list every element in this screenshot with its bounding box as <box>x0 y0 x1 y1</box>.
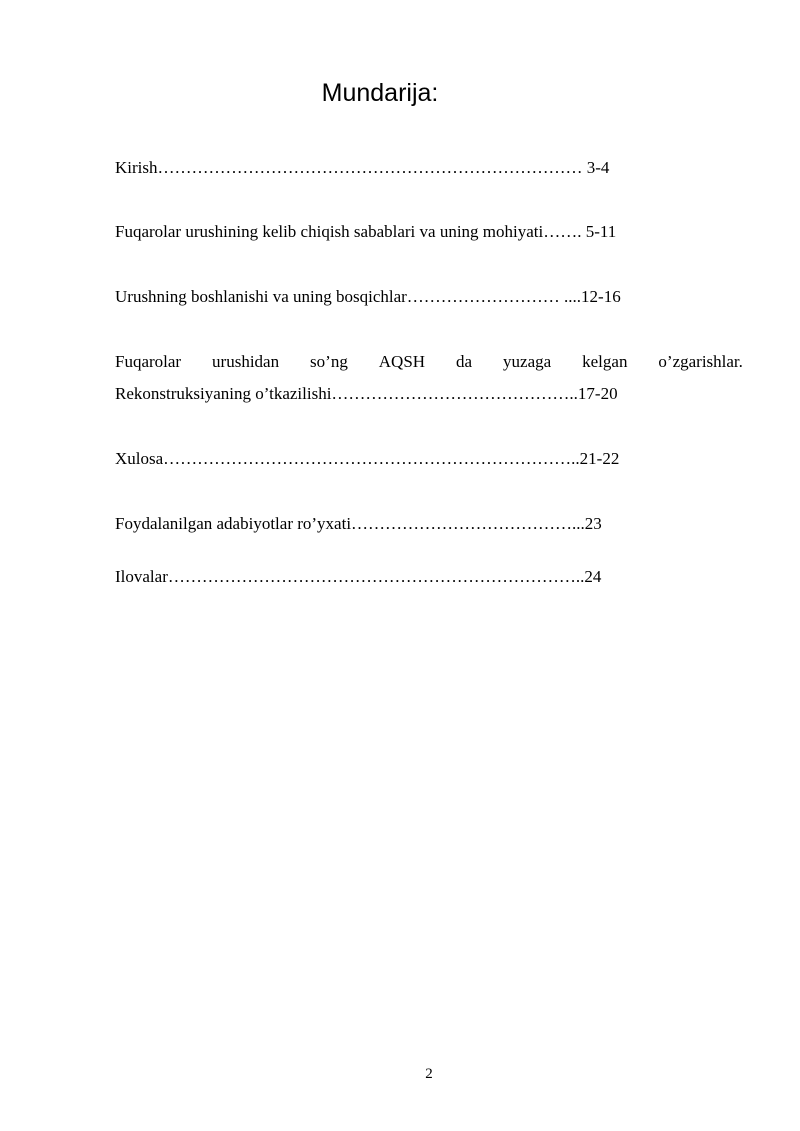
toc-entry-bosqichlar: Urushning boshlanishi va uning bosqichlar……………………… ....12-16 <box>115 287 621 306</box>
toc-entry-ilovalar: Ilovalar………………………………………………………………..24 <box>115 567 602 586</box>
toc-word: so’ng <box>310 352 348 371</box>
toc-entry-ozgarishlar-line1 <box>115 346 743 378</box>
toc-word: yuzaga <box>503 352 552 371</box>
toc-word: AQSH <box>378 352 426 371</box>
toc-entry-kirish: Kirish………………………………………………………………… 3-4 <box>115 158 610 177</box>
toc-word: da <box>456 352 473 371</box>
toc-entry-sabablar: Fuqarolar urushining kelib chiqish sabablari va uning mohiyati……. 5-11 <box>115 222 617 241</box>
toc-word: kelgan <box>582 352 628 371</box>
toc-entry-xulosa: Xulosa………………………………………………………………..21-22 <box>115 449 620 468</box>
toc-entry-ozgarishlar-line2: Rekonstruksiyaning o’tkazilishi……………………………………..17-20 <box>115 384 618 403</box>
toc-word: Fuqarolar <box>115 352 182 371</box>
page-number: 2 <box>425 1066 433 1082</box>
page-title: Mundarija: <box>321 79 439 107</box>
toc-word: urushidan <box>212 352 280 371</box>
toc-word: o’zgarishlar. <box>658 352 743 371</box>
toc-entry-adabiyotlar: Foydalanilgan adabiyotlar ro’yxati…………………………………...23 <box>115 514 602 533</box>
